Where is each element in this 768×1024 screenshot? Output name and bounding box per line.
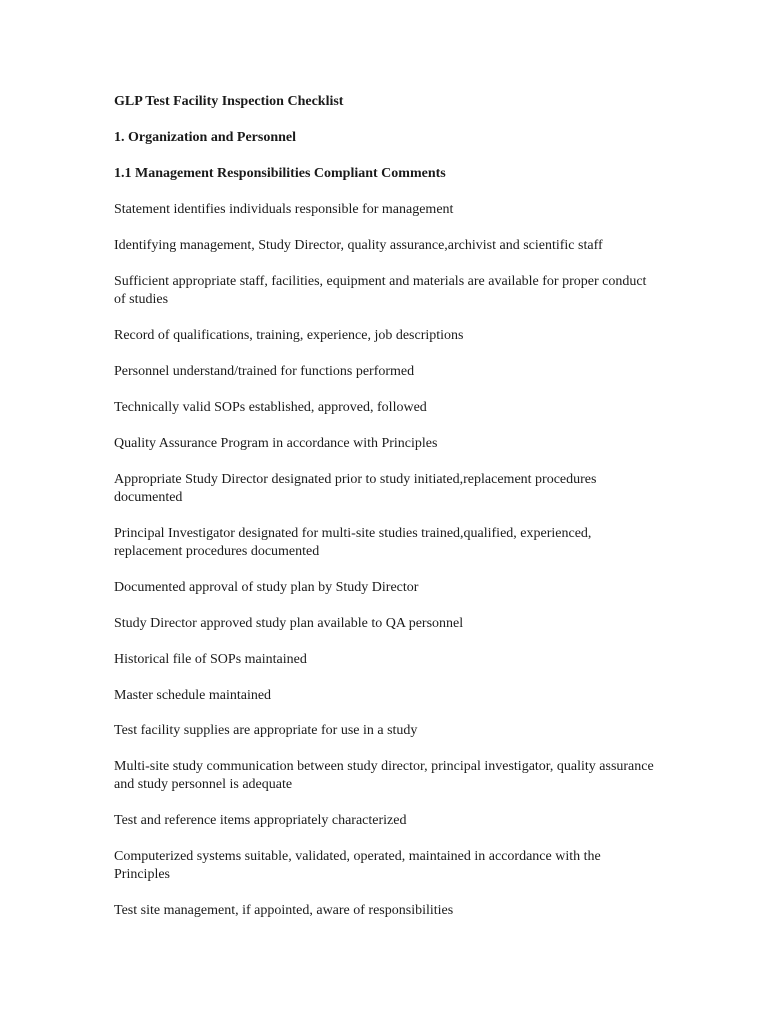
checklist-item: Appropriate Study Director designated prior to study initiated,replacement procedures documented	[114, 472, 597, 505]
checklist-item: Identifying management, Study Director, quality assurance,archivist and scientific staff	[114, 238, 603, 253]
checklist-item: Test site management, if appointed, aware of responsibilities	[114, 903, 454, 918]
checklist-item: Sufficient appropriate staff, facilities, equipment and materials are available for proper conduct of studies	[114, 274, 647, 307]
checklist-item: Personnel understand/trained for functions performed	[114, 364, 415, 379]
checklist-item: Study Director approved study plan available to QA personnel	[114, 616, 464, 631]
checklist-item: Historical file of SOPs maintained	[114, 652, 307, 667]
checklist-item: Test and reference items appropriately characterized	[114, 813, 407, 828]
section-heading: 1. Organization and Personnel	[114, 130, 297, 145]
checklist-item: Master schedule maintained	[114, 688, 272, 703]
checklist-item: Quality Assurance Program in accordance with Principles	[114, 436, 438, 451]
document-title: GLP Test Facility Inspection Checklist	[114, 94, 344, 109]
checklist-item: Statement identifies individuals responsible for management	[114, 202, 454, 217]
checklist-item: Computerized systems suitable, validated, operated, maintained in accordance with the Principles	[114, 849, 601, 882]
checklist-item: Principal Investigator designated for multi-site studies trained,qualified, experienced, replacement procedures documented	[114, 526, 592, 559]
checklist-item: Documented approval of study plan by Study Director	[114, 580, 419, 595]
checklist-item: Test facility supplies are appropriate for use in a study	[114, 723, 418, 738]
subsection-heading: 1.1 Management Responsibilities Compliant Comments	[114, 166, 446, 181]
checklist-item: Multi-site study communication between study director, principal investigator, quality assurance and study personnel is adequate	[114, 759, 654, 792]
checklist-item: Record of qualifications, training, experience, job descriptions	[114, 328, 464, 343]
checklist-item: Technically valid SOPs established, approved, followed	[114, 400, 427, 415]
